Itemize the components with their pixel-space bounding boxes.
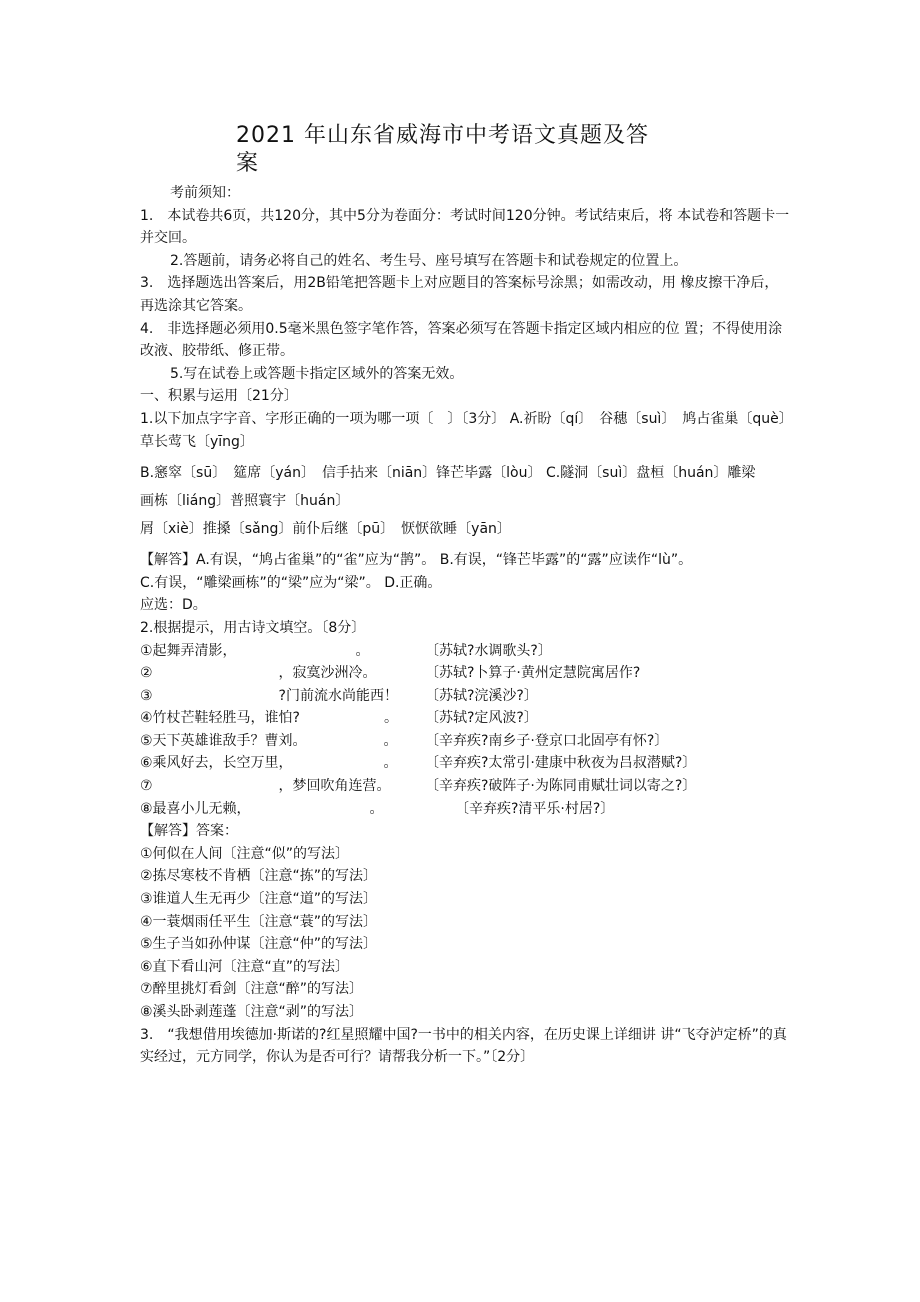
notice-item-4: 4. 非选择题必须用0.5毫米黑色签字笔作答，答案必须写在答题卡指定区域内相应的位 置；不得使用涂改液、胶带纸、修正带。: [140, 320, 783, 360]
question-1-answer-choice: 应选：D。: [140, 597, 207, 614]
question-2-stem: 2.根据提示，用古诗文填空。〔8分〕: [140, 619, 366, 636]
blank-source: 〔苏轼?定风波?〕: [425, 710, 538, 727]
question-2-blank-7: ⑦ ，梦回吹角连营。 〔辛弃疾?破阵子·为陈同甫赋壮词以寄之?〕: [140, 775, 790, 798]
question-1-option-b: B.窸窣〔sū〕 筵席〔yán〕 信手拈来〔niān〕锋芒毕露〔lòu〕 C.隧洞〔suì〕盘桓〔huán〕雕梁: [140, 465, 756, 482]
notice-item-1: 1. 本试卷共6页，共120分，其中5分为卷面分：考试时间120分钟。考试结束后，将 本试卷和答题卡一并交回。: [140, 207, 790, 247]
document-body: [140, 182, 800, 1069]
question-2-answer-5: ⑤生子当如孙仲谋〔注意“仲”的写法〕: [140, 936, 378, 953]
question-2-answer-7: ⑦醉里挑灯看剑〔注意“醉”的写法〕: [140, 981, 364, 998]
question-2-blank-2: ② ，寂寞沙洲冷。 〔苏轼?卜算子·黄州定慧院寓居作?: [140, 662, 790, 685]
question-1-option-c: 画栋〔liáng〕普照寰宇〔huán〕: [140, 493, 350, 510]
blank-source: 〔苏轼?水调歌头?〕: [425, 642, 552, 659]
question-2-answer-heading: 【解答】答案：: [140, 823, 238, 840]
question-2-blank-3: ③ ?门前流水尚能西！ 〔苏轼?浣溪沙?〕: [140, 685, 790, 708]
blank-source: 〔苏轼?卜算子·黄州定慧院寓居作?: [425, 665, 641, 682]
question-2-answer-4: ④一蓑烟雨任平生〔注意“蓑”的写法〕: [140, 913, 378, 930]
notice-item-5: 5.写在试卷上或答题卡指定区域外的答案无效。: [170, 365, 464, 382]
blank-source: 〔辛弃疾?清平乐·村居?〕: [455, 800, 615, 817]
question-1-answer: 【解答】A.有误，“鸠占雀巢”的“雀”应为“鹊”。 B.有误，“锋芒毕露”的“露”应读作“lù”。: [140, 552, 693, 569]
notice-heading: 考前须知：: [170, 185, 240, 201]
notice-item-2: 2.答题前，请务必将自己的姓名、考生号、座号填写在答题卡和试卷规定的位置上。: [170, 252, 688, 269]
question-2-blank-6: ⑥乘风好去，长空万里， 。 〔辛弃疾?太常引·建康中秋夜为吕叔潜赋?〕: [140, 752, 790, 775]
question-1-stem: 1.以下加点字字音、字形正确的一项为哪一项〔 〕〔3分〕 A.祈盼〔qí〕 谷穗〔suì〕 鸠占雀巢〔què〕 草长莺飞〔yīng〕: [140, 410, 800, 450]
blank-source: 〔辛弃疾?南乡子·登京口北固亭有怀?〕: [425, 732, 669, 749]
notice-item-3: 3. 选择题选出答案后，用2B铅笔把答题卡上对应题目的答案标号涂黑；如需改动，用 橡皮擦干净后，再选涂其它答案。: [140, 275, 779, 314]
question-2-answer-1: ①何似在人间〔注意“似”的写法〕: [140, 845, 350, 862]
question-3-stem: 3. “我想借用埃德加·斯诺的?红星照耀中国?一书中的相关内容，在历史课上详细讲 讲“飞夺泸定桥”的真实经过，元方同学，你认为是否可行？请帮我分析一下。”〔2分〕: [140, 1026, 787, 1066]
question-1-answer-cd: C.有误，“雕梁画栋”的“梁”应为“梁”。 D.正确。: [140, 574, 442, 591]
question-2-blank-4: ④竹杖芒鞋轻胜马，谁怕? 。 〔苏轼?定风波?〕: [140, 707, 790, 730]
question-2-blank-8: ⑧最喜小儿无赖， 。 〔辛弃疾?清平乐·村居?〕: [140, 798, 790, 821]
question-1-option-d: 屑〔xiè〕推搡〔sǎng〕前仆后继〔pū〕 恹恹欲睡〔yān〕: [140, 521, 511, 538]
question-2-answer-6: ⑥直下看山河〔注意“直”的写法〕: [140, 958, 350, 975]
question-2-blank-5: ⑤天下英雄谁敌手？曹刘。 。 〔辛弃疾?南乡子·登京口北固亭有怀?〕: [140, 730, 790, 753]
section-heading: 一、积累与运用〔21分〕: [140, 388, 298, 405]
question-2-answer-2: ②拣尽寒枝不肯栖〔注意“拣”的写法〕: [140, 868, 378, 885]
title-line-1: 2021 年山东省威海市中考语文真题及答: [236, 123, 649, 148]
question-2-blank-1: ①起舞弄清影， 。 〔苏轼?水调歌头?〕: [140, 640, 790, 663]
question-2-answer-8: ⑧溪头卧剥莲蓬〔注意“剥”的写法〕: [140, 1004, 364, 1020]
title-line-2: 案: [236, 151, 260, 176]
blank-source: 〔辛弃疾?太常引·建康中秋夜为吕叔潜赋?〕: [425, 755, 697, 772]
document-title: [236, 122, 676, 178]
question-2-answer-3: ③谁道人生无再少〔注意“道”的写法〕: [140, 891, 378, 908]
blank-source: 〔辛弃疾?破阵子·为陈同甫赋壮词以寄之?〕: [425, 778, 697, 795]
blank-source: 〔苏轼?浣溪沙?〕: [425, 687, 538, 704]
